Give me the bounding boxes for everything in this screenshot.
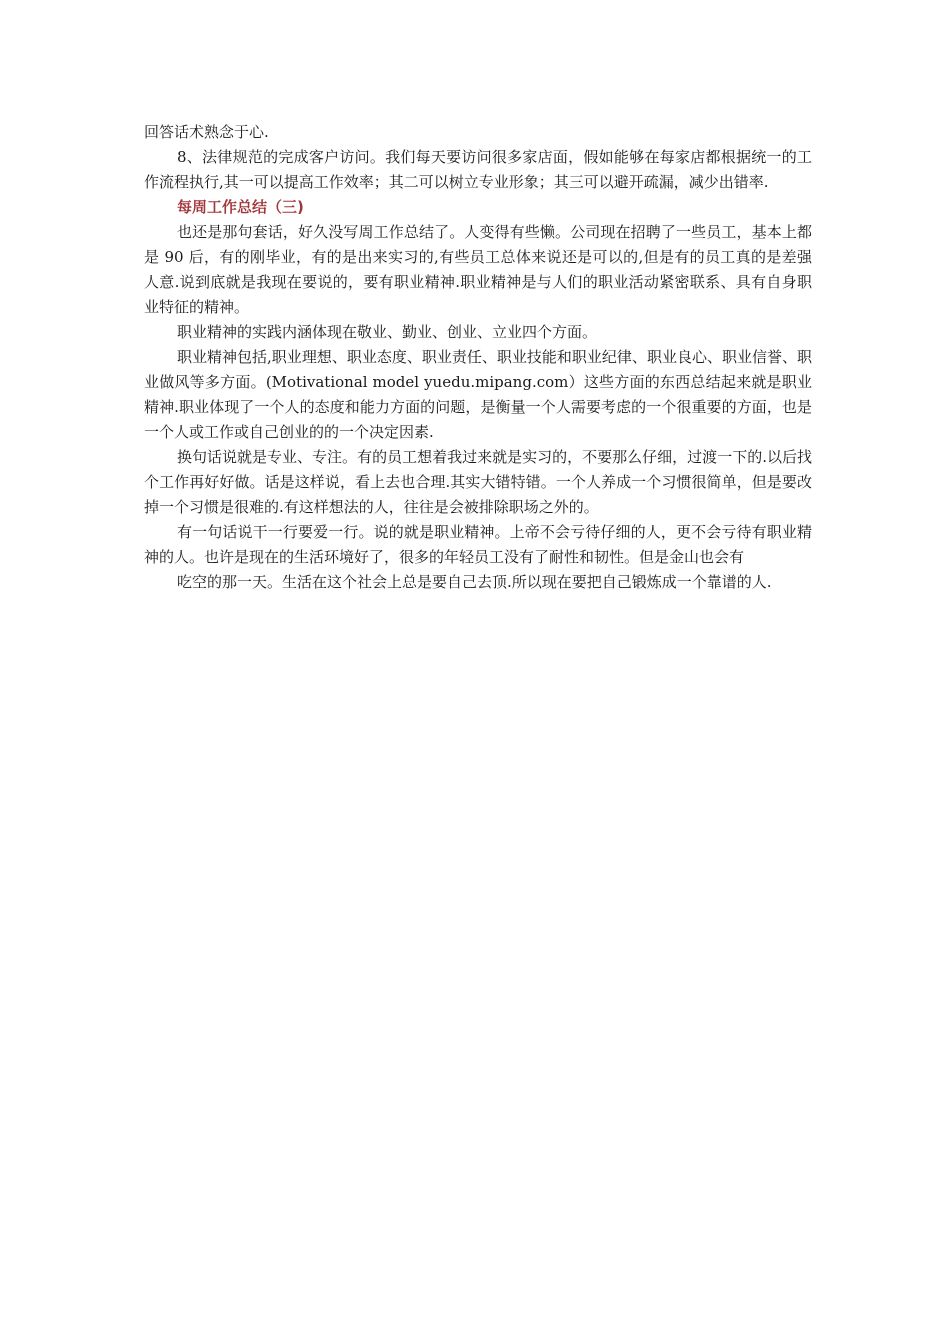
paragraph-saying: 有一句话说干一行要爱一行。说的就是职业精神。上帝不会亏待仔细的人，更不会亏待有职业精神的人。也许是现在的生活环境好了，很多的年轻员工没有了耐性和韧性。但是金山也会有 [144,523,812,566]
paragraph-intro: 也还是那句套话，好久没写周工作总结了。人变得有些懒。公司现在招聘了一些员工，基本上都是 90 后，有的刚毕业，有的是出来实习的,有些员工总体来说还是可以的,但是有的员工真的是差强人意.说到底就是我现在要说的，要有职业精神.职业精神是与人们的职业活动紧密联系、具有自身职业特征的精神。 [144,223,812,316]
paragraph-practice: 职业精神的实践内涵体现在敬业、勤业、创业、立业四个方面。 [177,323,598,341]
paragraph-continuation: 回答话术熟念于心. [144,123,269,141]
paragraph-professionalism: 换句话说就是专业、专注。有的员工想着我过来就是实习的，不要那么仔细，过渡一下的.以后找个工作再好好做。话是这样说，看上去也合理.其实大错特错。一个人养成一个习惯很简单，但是要改掉一个习惯是很难的.有这样想法的人，往往是会被排除职场之外的。 [144,448,812,516]
paragraph-components: 职业精神包括,职业理想、职业态度、职业责任、职业技能和职业纪律、职业良心、职业信誉、职业做风等多方面。(Motivational model yuedu.mipang.com）这些方面的东西总结起来就是职业精神.职业体现了一个人的态度和能力方面的问题，是衡量一个人需要考虑的一个很重要的方面，也是一个人或工作或自己创业的的一个决定因素. [144,348,812,441]
paragraph-conclusion: 吃空的那一天。生活在这个社会上总是要自己去顶.所以现在要把自己锻炼成一个靠谱的人. [177,573,772,591]
section-heading: 每周工作总结（三) [177,198,304,216]
document-page [144,120,812,595]
paragraph-item-8: 8、法律规范的完成客户访问。我们每天要访问很多家店面，假如能够在每家店都根据统一的工作流程执行,其一可以提高工作效率；其二可以树立专业形象；其三可以避开疏漏，减少出错率. [144,148,812,191]
